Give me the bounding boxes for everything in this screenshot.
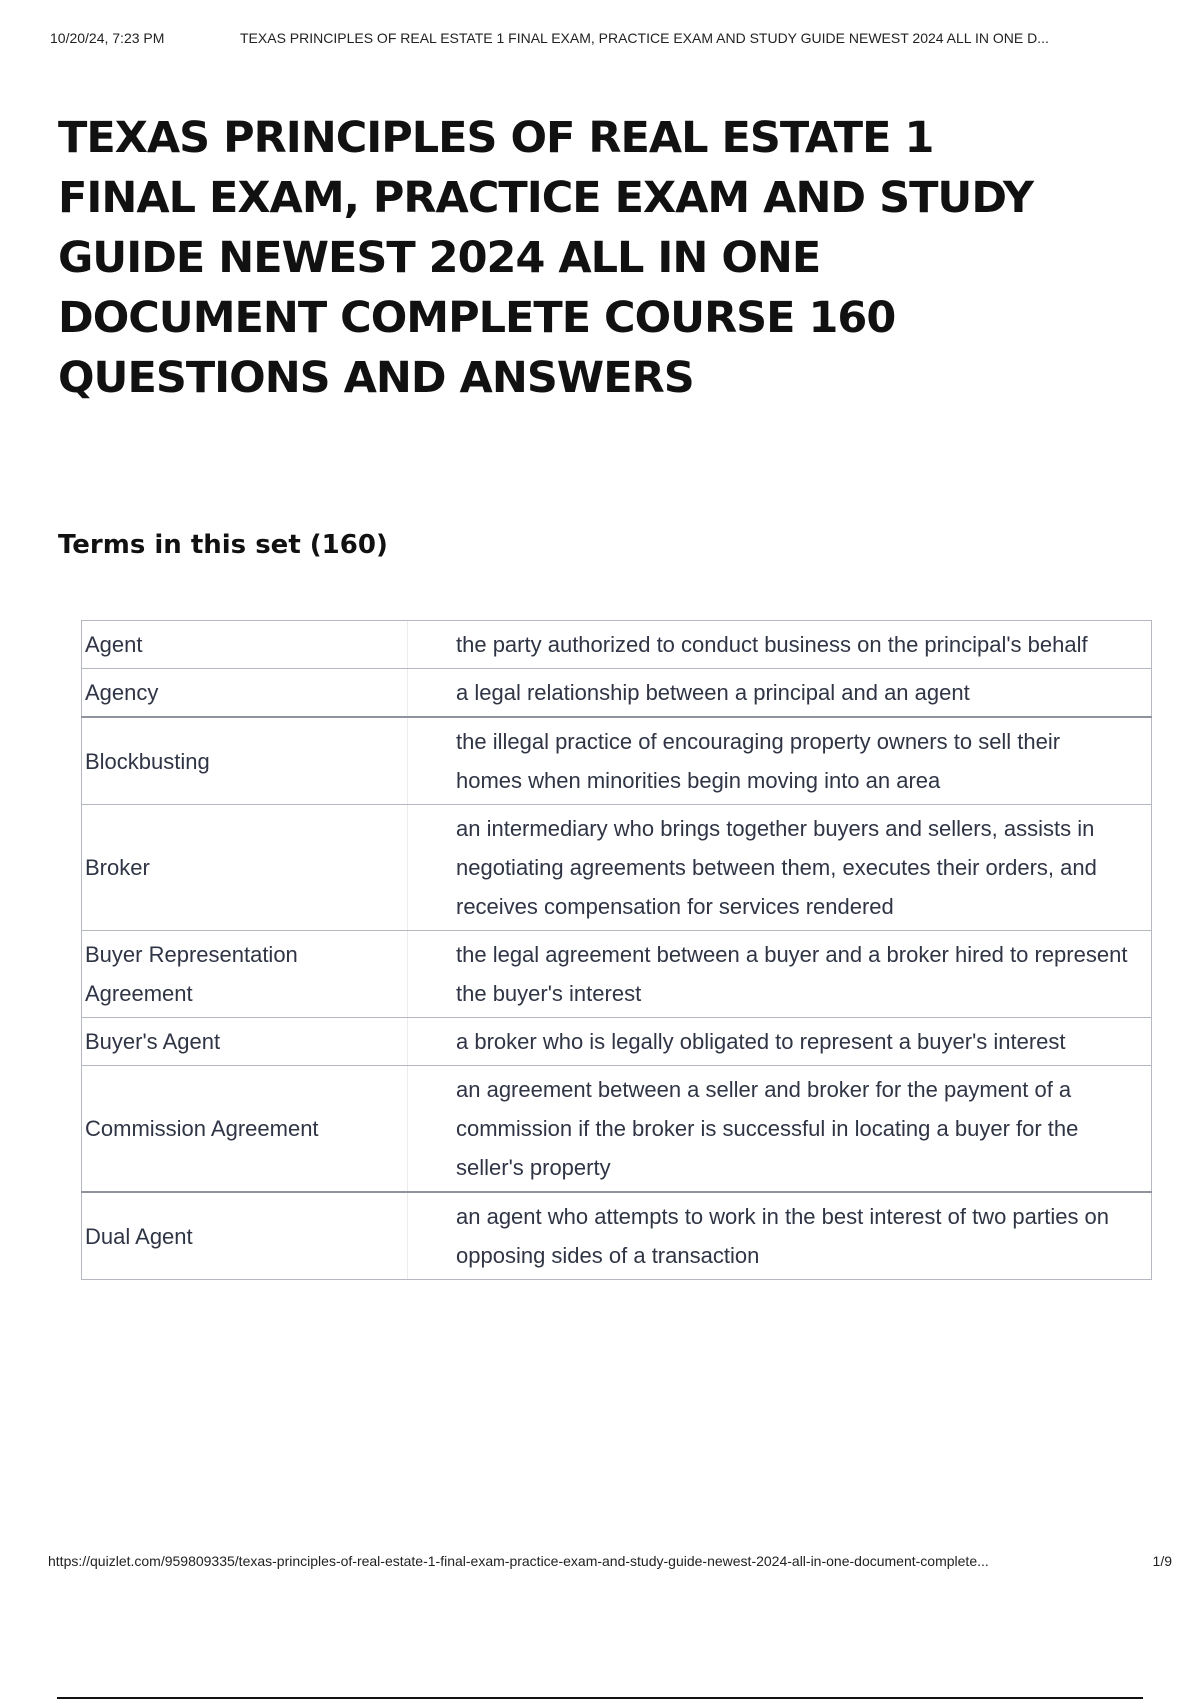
- definition-cell: an agent who attempts to work in the best interest of two parties on opposing sides of a transaction: [408, 1192, 1152, 1280]
- table-row: [82, 621, 1152, 669]
- term-cell: Commission Agreement: [82, 1066, 408, 1193]
- term-cell: Agency: [82, 669, 408, 718]
- page-number: 1/9: [1152, 1553, 1172, 1569]
- term-cell: Buyer Representation Agreement: [82, 931, 408, 1018]
- terms-table: [81, 620, 1152, 1280]
- definition-cell: a legal relationship between a principal and an agent: [408, 669, 1152, 718]
- definition-cell: the legal agreement between a buyer and a broker hired to represent the buyer's interest: [408, 931, 1152, 1018]
- definition-cell: a broker who is legally obligated to represent a buyer's interest: [408, 1018, 1152, 1066]
- table-row: [82, 931, 1152, 1018]
- print-document-title: TEXAS PRINCIPLES OF REAL ESTATE 1 FINAL EXAM, PRACTICE EXAM AND STUDY GUIDE NEWEST 2024 ALL IN ONE D...: [240, 30, 1049, 46]
- table-row: [82, 669, 1152, 718]
- term-cell: Agent: [82, 621, 408, 669]
- term-cell: Dual Agent: [82, 1192, 408, 1280]
- term-cell: Broker: [82, 805, 408, 931]
- terms-heading: Terms in this set (160): [58, 530, 388, 560]
- table-row: [82, 1018, 1152, 1066]
- divider: [57, 1697, 1143, 1699]
- page-title: TEXAS PRINCIPLES OF REAL ESTATE 1 FINAL EXAM, PRACTICE EXAM AND STUDY GUIDE NEWEST 2024 ALL IN ONE DOCUMENT COMPLETE COURSE 160 QUESTIONS AND ANSWERS: [58, 113, 1034, 403]
- table-row: [82, 1192, 1152, 1280]
- definition-cell: the party authorized to conduct business on the principal's behalf: [408, 621, 1152, 669]
- definition-cell: an intermediary who brings together buyers and sellers, assists in negotiating agreements between them, executes their orders, and receives compensation for services rendered: [408, 805, 1152, 931]
- table-row: [82, 717, 1152, 805]
- term-cell: Blockbusting: [82, 717, 408, 805]
- table-row: [82, 805, 1152, 931]
- table-row: [82, 1066, 1152, 1193]
- term-cell: Buyer's Agent: [82, 1018, 408, 1066]
- page-url: https://quizlet.com/959809335/texas-principles-of-real-estate-1-final-exam-practice-exam-and-study-guide-newest-2024-all-in-one-document-complete...: [48, 1553, 989, 1569]
- definition-cell: an agreement between a seller and broker for the payment of a commission if the broker is successful in locating a buyer for the seller's property: [408, 1066, 1152, 1193]
- definition-cell: the illegal practice of encouraging property owners to sell their homes when minorities begin moving into an area: [408, 717, 1152, 805]
- print-date: 10/20/24, 7:23 PM: [50, 30, 165, 46]
